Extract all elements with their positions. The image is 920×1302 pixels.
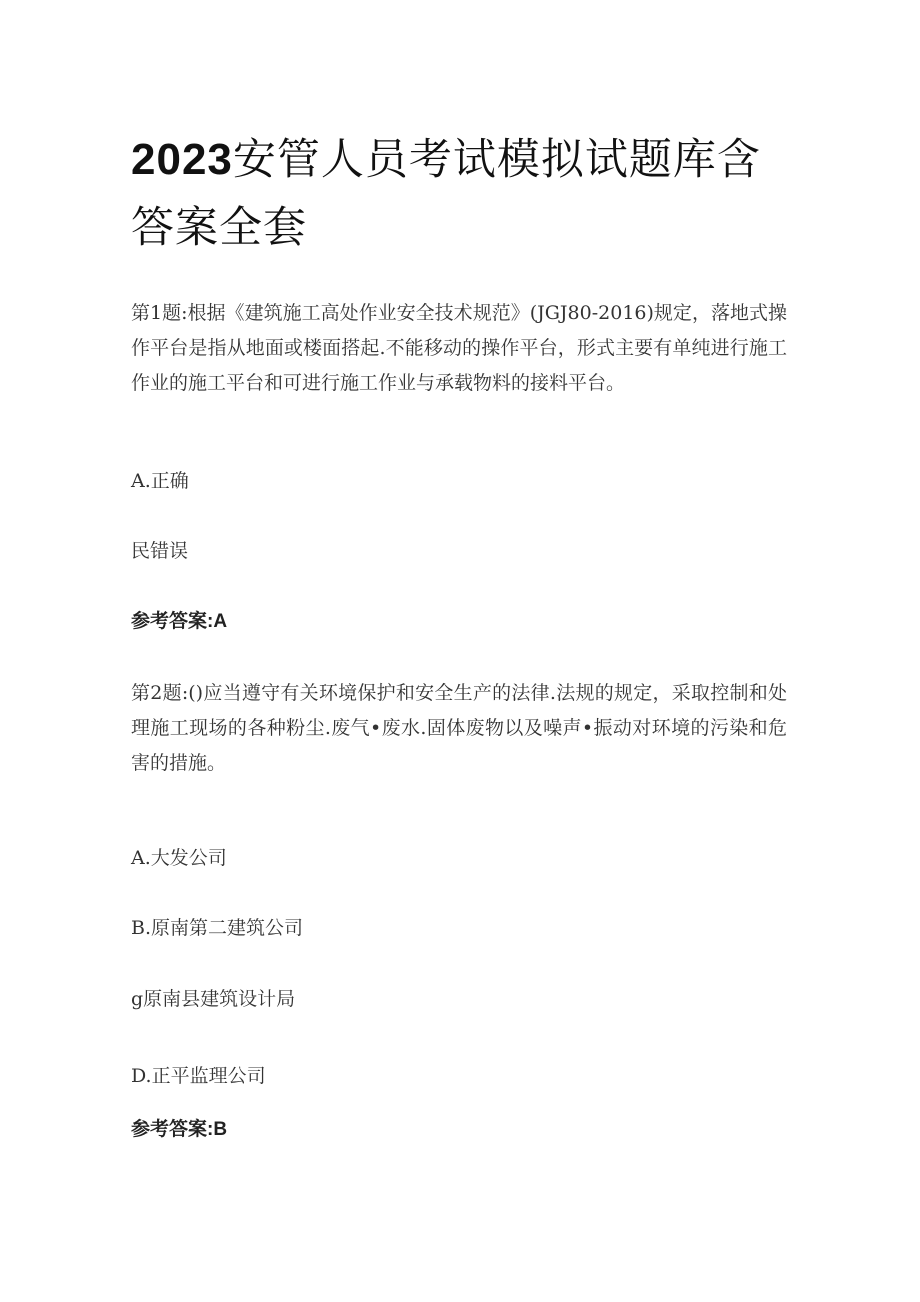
question-1-option-b: 民错误: [131, 540, 189, 562]
question-2-option-a: A.大发公司: [131, 847, 227, 869]
question-2-option-c: g原南县建筑设计局: [131, 988, 296, 1010]
question-1-text: 第1题:根据《建筑施工高处作业安全技术规范》(JGJ80-2016)规定，落地式操作平台是指从地面或楼面搭起.不能移动的操作平台，形式主要有单纯进行施工作业的施工平台和可进行施工作业与承载物料的接料平台。: [131, 302, 787, 394]
question-2-option-b: B.原南第二建筑公司: [131, 917, 304, 939]
question-2-text: 第2题:()应当遵守有关环境保护和安全生产的法律.法规的规定，采取控制和处理施工现场的各种粉尘.废气•废水.固体废物以及噪声•振动对环境的污染和危害的措施。: [131, 682, 787, 774]
question-2-option-d: D.正平监理公司: [131, 1065, 266, 1087]
title-text: 安管人员考试模拟试题库含答案全套: [131, 135, 761, 253]
question-1-answer: 参考答案:A: [131, 611, 228, 632]
question-2-answer: 参考答案:B: [131, 1119, 228, 1140]
title-year: 2023: [131, 135, 233, 184]
question-1-option-a: A.正确: [131, 470, 189, 492]
document-title: [131, 126, 791, 262]
